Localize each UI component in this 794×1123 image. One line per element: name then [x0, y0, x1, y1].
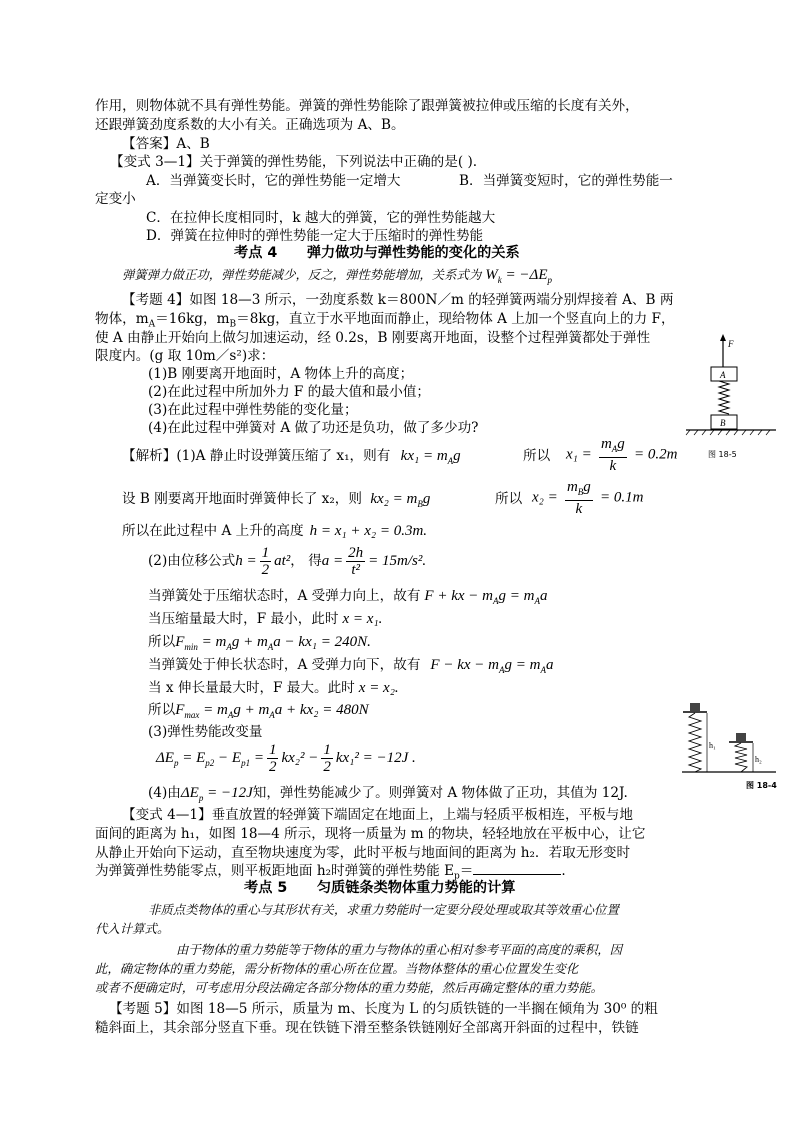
- option-b-cont: 定变小: [95, 191, 136, 207]
- note-line: 代入计算式。: [95, 921, 170, 936]
- figure-caption: 图 18-4: [746, 781, 777, 790]
- solution-line: 当弹簧处于压缩状态时，A 受弹力向上，故有 F + kx − $m_Ag = m_Aa$: [148, 588, 548, 606]
- solution-line: 所以$F_{min} = m_Ag + m_Aa - kx_1 = 240N$.: [148, 634, 371, 652]
- label-h1: h₁: [709, 741, 716, 750]
- question-line: 使 A 由静止开始向上做匀加速运动，经 0.2s，B 刚要离开地面，设整个过程弹簧都处于弹性: [95, 330, 651, 346]
- option-b: B．当弹簧变短时，它的弹性势能一: [459, 173, 673, 189]
- question-line: 【考题 4】如图 18—3 所示，一劲度系数 k＝800N／m 的轻弹簧两端分别焊接着 A、B 两: [122, 292, 674, 308]
- question-line: 【考题 5】如图 18—5 所示，质量为 m、长度为 L 的匀质铁链的一半搁在倾角为 30⁰ 的粗: [109, 1001, 658, 1017]
- question-line: 【变式 3—1】关于弹簧的弹性势能，下列说法中正确的是( ).: [110, 154, 478, 170]
- solution-line: 所以在此过程中 A 上升的高度 h = x₁ + x₂ = 0.3m.: [122, 523, 428, 539]
- formula-x1: x₁ = $\frac{m_Ag}{k}$ = 0.2m: [566, 436, 678, 474]
- solution-line: 当压缩量最大时，F 最小，此时 x = x₁.: [148, 611, 383, 627]
- figure-caption: 图 18-5: [708, 450, 737, 459]
- option-c: C．在拉伸长度相同时，k 越大的弹簧，它的弹性势能越大: [146, 210, 496, 226]
- question-line: 物体，$m_A=16kg$，$m_B=8kg$，直立于水平地面而静止，现给物体 A 上加一个竖直向上的力 F，: [95, 311, 675, 330]
- sub-question: (1)B 刚要离开地面时，A 物体上升的高度；: [148, 366, 414, 382]
- answer-blank: [473, 862, 561, 875]
- question-line: 【变式 4—1】垂直放置的轻弹簧下端固定在地面上，上端与轻质平板相连，平板与地: [122, 807, 633, 823]
- solution-line: (4)由$\Delta E_p = -12J$知，弹性势能减少了。则弹簧对 A 物体做了正功，其值为 12J.: [148, 785, 628, 803]
- formula-x2: x₂ = $\frac{m_Bg}{k}$ = 0.1m: [532, 479, 644, 517]
- option-d: D．弹簧在拉伸时的弹性势能一定大于压缩时的弹性势能: [146, 228, 484, 244]
- arrow-head-icon: [720, 334, 726, 341]
- sub-question: (3)在此过程中弹性势能的变化量；: [148, 402, 358, 418]
- mass-block: [736, 733, 746, 741]
- so-label: 所以: [523, 448, 551, 464]
- mass-block: [690, 703, 700, 711]
- option-a: A．当弹簧变长时，它的弹性势能一定增大: [146, 173, 401, 189]
- section-heading-4: 考点 4 弹力做功与弹性势能的变化的关系: [234, 245, 520, 261]
- figure-spring-plates: [680, 700, 780, 792]
- note-line: 由于物体的重力势能等于物体的重力与物体的重心相对参考平面的高度的乘积，因: [176, 942, 623, 957]
- text-line: 还跟弹簧劲度系数的大小有关。正确选项为 A、B。: [95, 117, 405, 133]
- solution-line: 设 B 刚要离开地面时弹簧伸长了 x₂，则 $kx_2 = m_Bg$: [122, 491, 431, 509]
- answer-line: 【答案】A、B: [122, 136, 210, 152]
- formula: $W_k = -\Delta E_p$: [485, 267, 552, 285]
- text-line: 作用，则物体就不具有弹性势能。弹簧的弹性势能除了跟弹簧被拉伸或压缩的长度有关外，: [95, 98, 639, 114]
- solution-line: 当 x 伸长量最大时，F 最大。此时 x = x₂.: [148, 680, 399, 696]
- spring: [719, 381, 729, 414]
- question-line: 为弹簧弹性势能零点，则平板距地面 h₂时弹簧的弹性势能 $E_p=$ .: [95, 863, 566, 882]
- solution-line: (2)由位移公式h = $\frac{1}{2}$ at²， 得a = $\frac{2h}{\text{t²}}$ = 15m/s².: [148, 545, 427, 578]
- question-line: 从静止开始向下运动，直至物块速度为零，此时平板与地面间的距离为 h₂．若取无形变时: [95, 845, 631, 861]
- solution-line: (3)弹性势能改变量: [148, 724, 263, 740]
- so-label: 所以: [495, 491, 523, 507]
- spring-long: [689, 713, 701, 772]
- label-f: F: [728, 339, 734, 349]
- note-line: 此，确定物体的重力势能，需分析物体的重心所在位置。当物体整体的重心位置发生变化: [95, 961, 579, 976]
- note-line: 弹簧弹力做正功，弹性势能减少，反之，弹性势能增加，关系式为 $W_k = -\Delta E_p$: [122, 267, 552, 285]
- figure-spring-ab: [684, 333, 780, 463]
- section-heading-5: 考点 5 匀质链条类物体重力势能的计算: [244, 880, 516, 896]
- label-b: B: [720, 418, 726, 428]
- solution-line: 当弹簧处于伸长状态时，A 受弹力向下，故有 F − kx − $m_Ag = m_Aa$: [148, 657, 554, 675]
- question-line: 限度内。(g 取 10m／s²)求：: [95, 348, 275, 364]
- sub-question: (4)在此过程中弹簧对 A 做了功还是负功，做了多少功?: [148, 420, 479, 436]
- sub-question: (2)在此过程中所加外力 F 的最大值和最小值；: [148, 384, 431, 400]
- solution-line: 所以$F_{max} = m_Ag + m_Aa + kx_2 = 480N$: [148, 702, 369, 720]
- note-line: 非质点类物体的重心与其形状有关，求重力势能时一定要分段处理或取其等效重心位置: [148, 902, 619, 917]
- note-line: 或者不便确定时，可考虑用分段法确定各部分物体的重力势能，然后再确定整体的重力势能。: [95, 980, 604, 995]
- label-h2: h₂: [755, 755, 762, 764]
- label-a: A: [720, 370, 726, 380]
- question-line: 面间的距离为 h₁，如图 18—4 所示，现将一质量为 m 的物块，轻轻地放在平板中心，让它: [95, 826, 646, 842]
- spring-short: [735, 743, 747, 772]
- formula-energy: $\Delta E_p = E_{p2} - E_{p1}$ = $\frac{1}{2}$ kx₂² − $\frac{1}{2}$ kx₁² = −12J .: [156, 742, 416, 775]
- question-line: 糙斜面上，其余部分竖直下垂。现在铁链下滑至整条铁链刚好全部离开斜面的过程中，铁链: [95, 1020, 639, 1036]
- solution-line: 【解析】(1)A 静止时设弹簧压缩了 x₁，则有 $kx_1 = m_Ag$: [122, 448, 461, 466]
- ground-hatch: [686, 430, 770, 435]
